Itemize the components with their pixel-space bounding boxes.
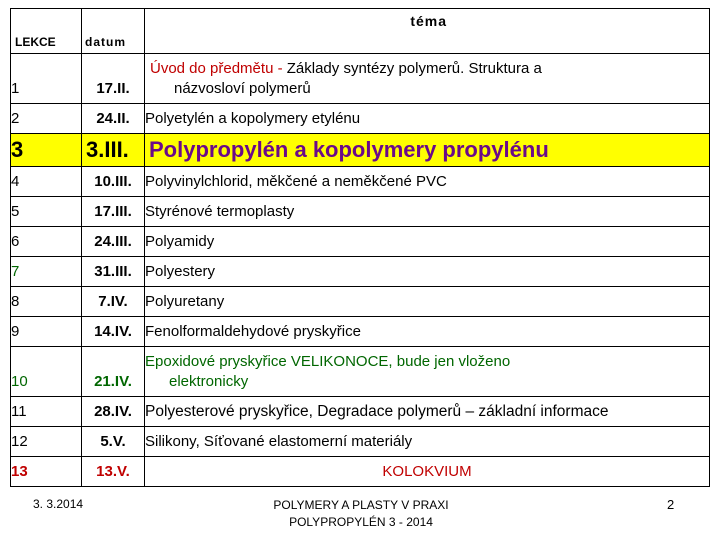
table-row bbox=[11, 347, 710, 397]
table-row bbox=[11, 457, 710, 487]
topic-text: Epoxidové pryskyřice VELIKONOCE, bude jen vloženo bbox=[145, 352, 511, 370]
lesson-number: 9 bbox=[11, 317, 82, 347]
topic-text-cont: elektronicky bbox=[169, 372, 249, 390]
lesson-topic: Polyetylén a kopolymery etylénu bbox=[145, 104, 710, 134]
footer-title bbox=[230, 497, 492, 531]
lesson-date: 31.III. bbox=[82, 257, 145, 287]
table-row bbox=[11, 257, 710, 287]
table-row bbox=[11, 167, 710, 197]
header-row bbox=[11, 9, 710, 54]
topic-intro-label: Úvod do předmětu - bbox=[150, 59, 287, 77]
lesson-topic: Polyuretany bbox=[145, 287, 710, 317]
lesson-topic: Polyesterové pryskyřice, Degradace polymerů – základní informace bbox=[145, 397, 710, 427]
header-tema: téma bbox=[145, 9, 710, 54]
lesson-topic: KOLOKVIUM bbox=[145, 457, 710, 487]
lesson-number: 7 bbox=[11, 257, 82, 287]
schedule-table bbox=[10, 8, 710, 487]
lesson-date: 3.III. bbox=[82, 134, 145, 167]
lesson-date: 24.II. bbox=[82, 104, 145, 134]
lesson-number: 1 bbox=[11, 54, 82, 104]
lesson-topic: Polyamidy bbox=[145, 227, 710, 257]
lesson-topic: Polypropylén a kopolymery propylénu bbox=[145, 134, 710, 167]
lesson-date: 14.IV. bbox=[82, 317, 145, 347]
table-row-highlighted bbox=[11, 134, 710, 167]
lesson-topic: Fenolformaldehydové pryskyřice bbox=[145, 317, 710, 347]
footer-title-line1: POLYMERY A PLASTY V PRAXI bbox=[273, 498, 449, 512]
lesson-topic: Polyvinylchlorid, měkčené a neměkčené PVC bbox=[145, 167, 710, 197]
lesson-number: 6 bbox=[11, 227, 82, 257]
lesson-topic bbox=[145, 54, 710, 104]
table-row bbox=[11, 227, 710, 257]
table-row bbox=[11, 317, 710, 347]
lesson-date: 24.III. bbox=[82, 227, 145, 257]
lesson-number: 12 bbox=[11, 427, 82, 457]
lesson-number: 3 bbox=[11, 134, 82, 167]
lesson-date: 7.IV. bbox=[82, 287, 145, 317]
table-row bbox=[11, 104, 710, 134]
lesson-date: 17.III. bbox=[82, 197, 145, 227]
footer-title-line2: POLYPROPYLÉN 3 - 2014 bbox=[289, 515, 433, 529]
lesson-number: 10 bbox=[11, 347, 82, 397]
lesson-date: 17.II. bbox=[82, 54, 145, 104]
header-datum: datum bbox=[82, 9, 145, 54]
header-lekce: LEKCE bbox=[11, 9, 82, 54]
lesson-number: 5 bbox=[11, 197, 82, 227]
lesson-topic: Styrénové termoplasty bbox=[145, 197, 710, 227]
lesson-number: 4 bbox=[11, 167, 82, 197]
table-row bbox=[11, 397, 710, 427]
lesson-date: 10.III. bbox=[82, 167, 145, 197]
lesson-number: 11 bbox=[11, 397, 82, 427]
lesson-date: 5.V. bbox=[82, 427, 145, 457]
lesson-date: 13.V. bbox=[82, 457, 145, 487]
table-row bbox=[11, 427, 710, 457]
table-row bbox=[11, 54, 710, 104]
lesson-number: 2 bbox=[11, 104, 82, 134]
page-number: 2 bbox=[667, 497, 675, 512]
lesson-topic: Polyestery bbox=[145, 257, 710, 287]
topic-text-cont: názvosloví polymerů bbox=[174, 79, 311, 97]
lesson-number: 8 bbox=[11, 287, 82, 317]
lesson-date: 21.IV. bbox=[82, 347, 145, 397]
lesson-topic bbox=[145, 347, 710, 397]
lesson-date: 28.IV. bbox=[82, 397, 145, 427]
lesson-number: 13 bbox=[11, 457, 82, 487]
footer-date: 3. 3.2014 bbox=[33, 497, 84, 511]
topic-text: Základy syntézy polymerů. Struktura a bbox=[286, 59, 542, 77]
lesson-topic: Silikony, Síťované elastomerní materiály bbox=[145, 427, 710, 457]
table-row bbox=[11, 197, 710, 227]
table-row bbox=[11, 287, 710, 317]
